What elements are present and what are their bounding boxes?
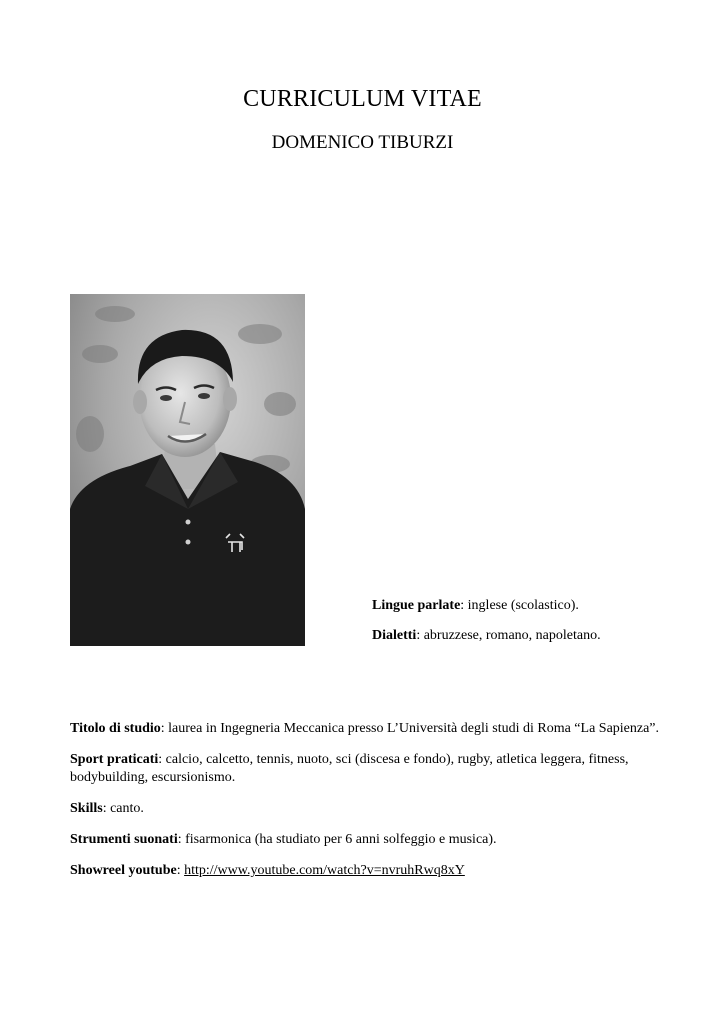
instruments-label: Strumenti suonati — [70, 832, 178, 847]
dialects-label: Dialetti — [372, 628, 417, 643]
skills-label: Skills — [70, 801, 103, 816]
portrait-photo — [70, 294, 305, 646]
skills-line — [70, 800, 660, 818]
sports-label: Sport praticati — [70, 752, 159, 767]
details-section — [70, 720, 660, 893]
person-name: DOMENICO TIBURZI — [271, 132, 454, 153]
languages-label: Lingue parlate — [372, 598, 461, 613]
dialects-value: : abruzzese, romano, napoletano. — [416, 628, 601, 643]
sports-line — [70, 751, 660, 787]
showreel-line — [70, 862, 660, 880]
showreel-separator: : — [176, 863, 185, 878]
document-title: CURRICULUM VITAE — [243, 86, 482, 112]
sports-value: : calcio, calcetto, tennis, nuoto, sci (discesa e fondo), rugby, atletica leggera, fitness, bodybuilding, escursionismo. — [70, 752, 629, 785]
education-label: Titolo di studio — [70, 721, 161, 736]
languages-value: : inglese (scolastico). — [460, 598, 579, 613]
showreel-link[interactable]: http://www.youtube.com/watch?v=nvruhRwq8xY — [184, 863, 465, 878]
languages-line — [372, 597, 712, 615]
education-value: : laurea in Ingegneria Meccanica presso L’Università degli studi di Roma “La Sapienza”. — [160, 721, 660, 736]
education-line — [70, 720, 660, 738]
instruments-line — [70, 831, 660, 849]
skills-value: : canto. — [102, 801, 144, 816]
instruments-value: : fisarmonica (ha studiato per 6 anni solfeggio e musica). — [177, 832, 497, 847]
languages-section — [372, 597, 712, 657]
dialects-line — [372, 627, 712, 645]
showreel-label: Showreel youtube — [70, 863, 177, 878]
